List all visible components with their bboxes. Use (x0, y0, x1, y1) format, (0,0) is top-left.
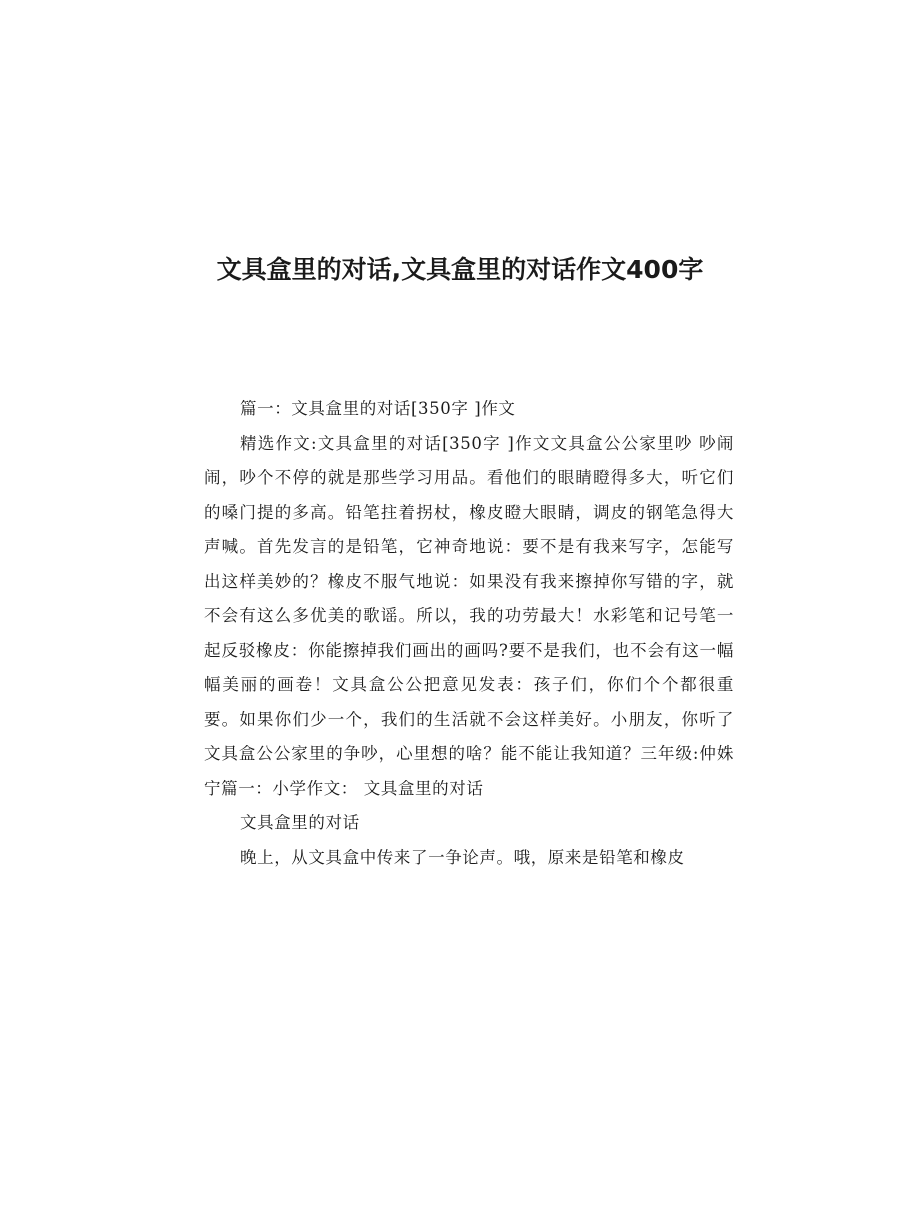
paragraph-subheading: 文具盒里的对话 (240, 813, 360, 832)
paragraph-heading-1: 篇一：文具盒里的对话[350字 ]作文 (240, 399, 516, 418)
document-title: 文具盒里的对话,文具盒里的对话作文400字 (216, 255, 704, 284)
document-body (204, 392, 734, 875)
paragraph-main: 精选作文:文具盒里的对话[350字 ]作文文具盒公公家里吵 吵闹闹，吵个不停的就是那些学习用品。看他们的眼睛瞪得多大，听它们的嗓门提的多高。铅笔拄着拐杖，橡皮瞪大眼睛，调皮的钢笔急得大声喊。首先发言的是铅笔，它神奇地说：要不是有我来写字，怎能写出这样美妙的？橡皮不服气地说：如果没有我来擦掉你写错的字，就不会有这么多优美的歌谣。所以，我的功劳最大！水彩笔和记号笔一起反驳橡皮：你能擦掉我们画出的画吗?要不是我们，也不会有这一幅幅美丽的画卷！文具盒公公把意见发表：孩子们，你们个个都很重要。如果你们少一个，我们的生活就不会这样美好。小朋友，你听了文具盒公公家里的争吵，心里想的啥？能不能让我知道？三年级:仲姝宁篇一：小学作文： 文具盒里的对话 (204, 433, 734, 798)
paragraph-continuation: 晚上，从文具盒中传来了一争论声。哦，原来是铅笔和橡皮 (240, 847, 685, 867)
